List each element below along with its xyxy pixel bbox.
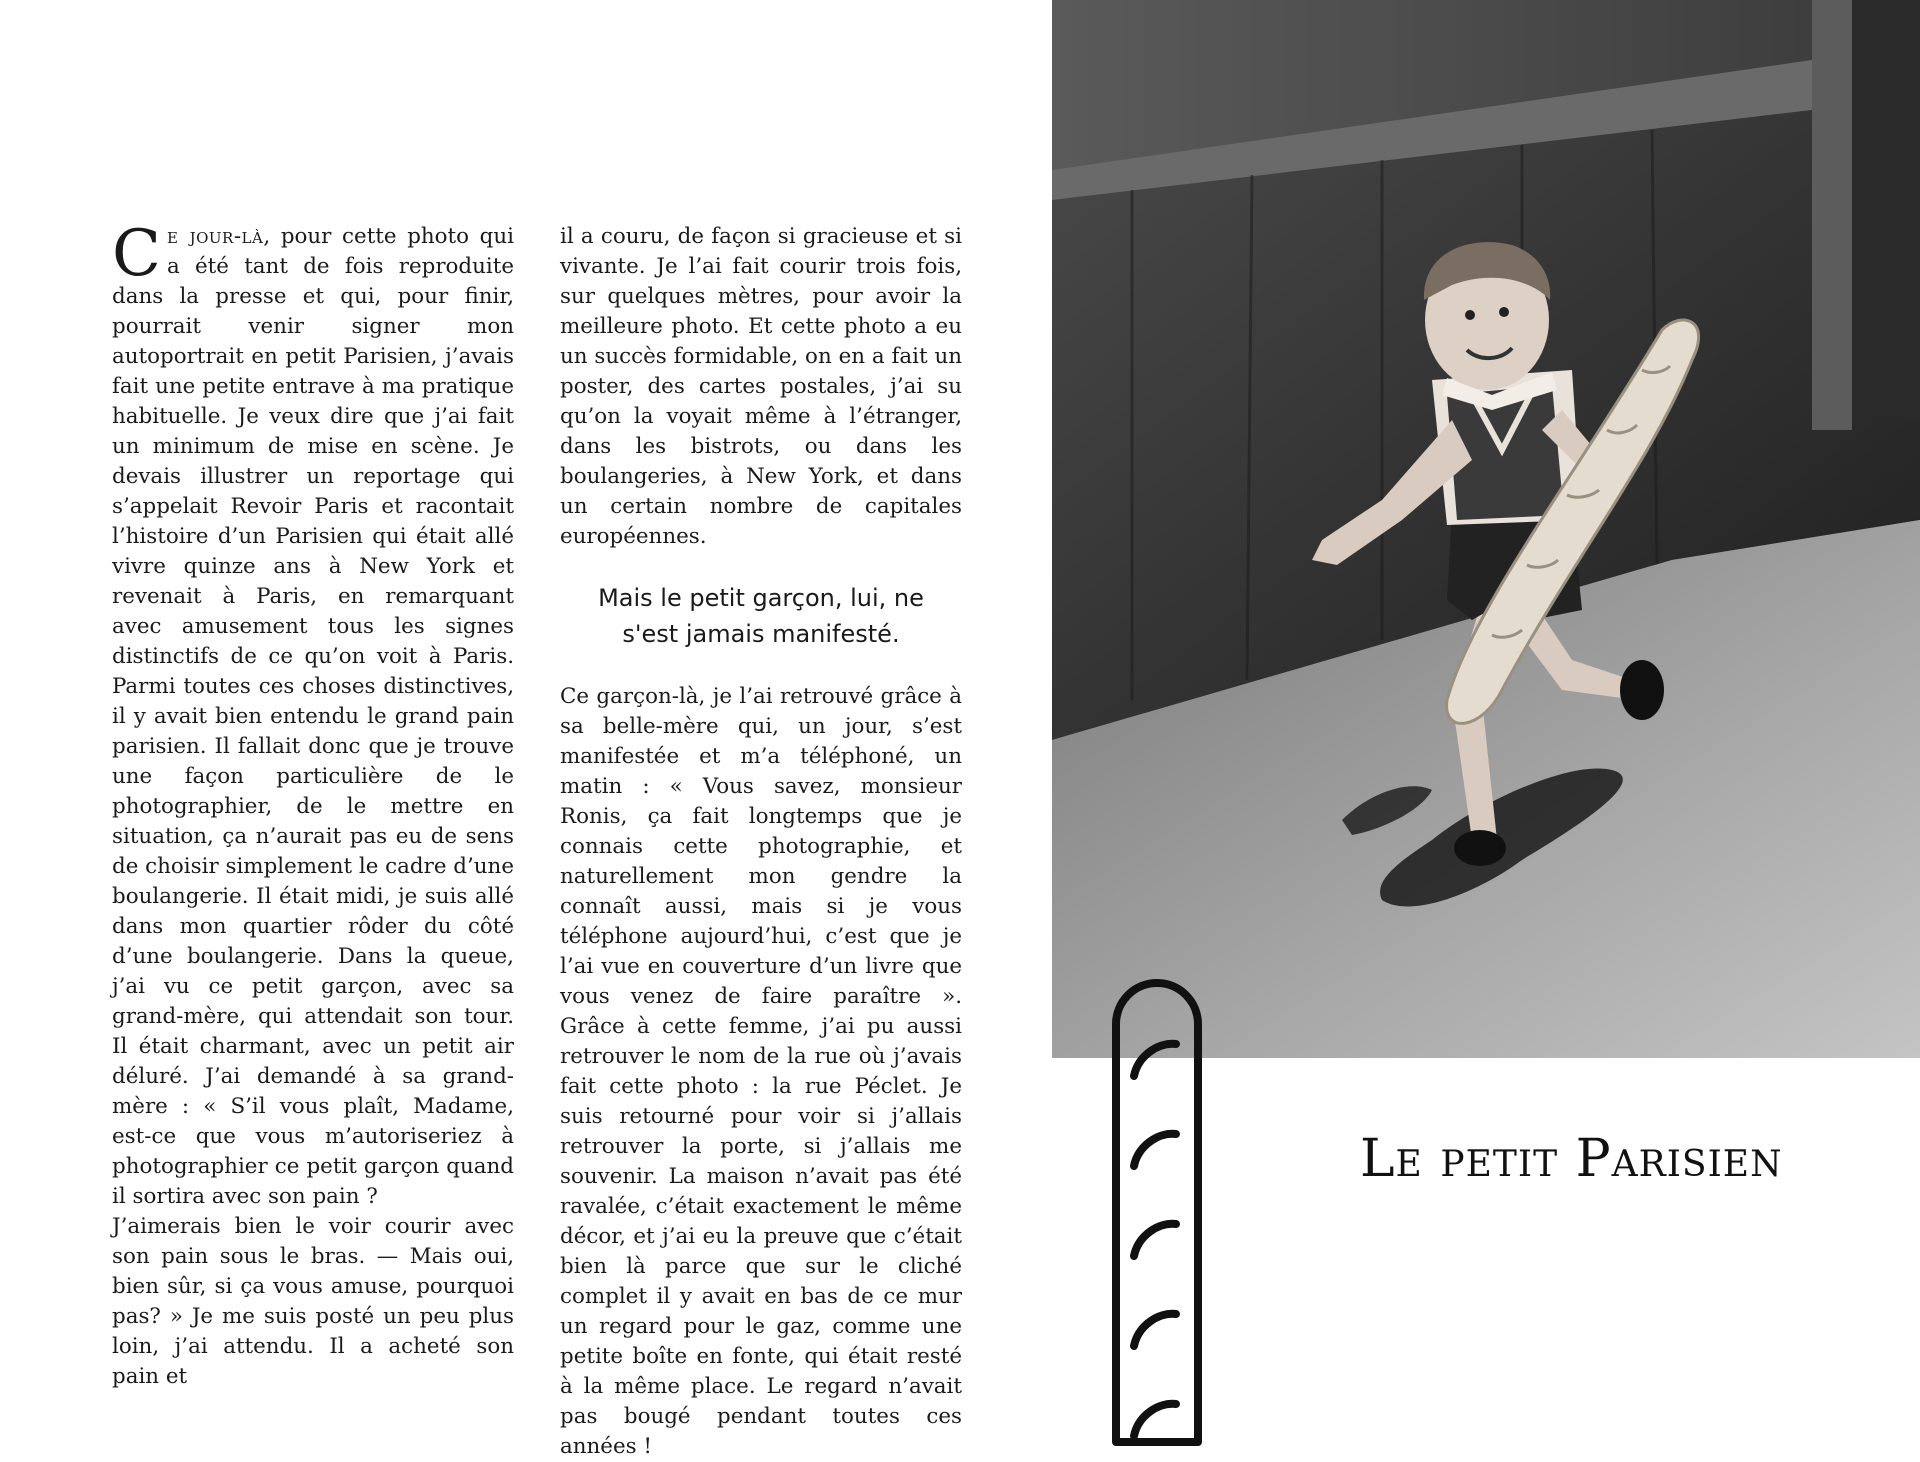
lead-in: e jour-là [166,224,264,249]
page-title: Le petit Parisien [1360,1129,1783,1189]
article-column-left [112,217,514,1392]
boy-with-baguette-photo [1052,0,1920,1058]
article-paragraph-4: Ce garçon-là, je l’ai retrouvé grâce à sa belle-mère qui, un jour, s’est manifestée et m’a téléphoné, un matin : « Vous savez, monsieur Ronis, ça fait longtemps que je connais cette photographie, et naturellement mon gendre la connaît aussi, mais si je vous téléphone aujourd’hui, c’est que je l’ai vue en couverture d’un livre que vous venez de faire paraître ». Grâce à cette femme, j’ai pu aussi retrouver le nom de la rue où j’avais fait cette photo : la rue Péclet. Je suis retourné pour voir si j’allais retrouver la porte, si j’allais me souvenir. La maison n’avait pas été ravalée, c’était exactement le même décor, et j’ai eu la preuve que c’était bien là parce que sur le cliché complet il y avait en bas de ce mur un regard pour le gaz, comme une petite boîte en fonte, qui était resté à la même place. Le regard n’avait pas bougé pendant toutes ces années ! [560,684,962,1459]
pull-quote-line-2: s'est jamais manifesté. [622,620,900,648]
article-column-right [560,222,962,1462]
pull-quote [560,580,962,652]
article-paragraph [112,217,514,1212]
article-paragraph-3: il a couru, de façon si gracieuse et si vivante. Je l’ai fait courir trois fois, sur quelques mètres, pour avoir la meilleure photo. Et cette photo a eu un succès formidable, on en a fait un poster, des cartes postales, j’ai su qu’on la voyait même à l’étranger, dans les bistrots, ou dans les boulangeries, à New York, et dans un certain nombre de capitales européennes. [560,224,962,549]
article-paragraph-2: J’aimerais bien le voir courir avec son pain sous le bras. — Mais oui, bien sûr, si ça vous amuse, pourquoi pas? » Je me suis posté un peu plus loin, j’ai attendu. Il a acheté son pain et [112,1214,514,1389]
photo-illustration [1052,0,1920,1058]
pull-quote-line-1: Mais le petit garçon, lui, ne [598,584,924,612]
baguette-icon [1108,976,1206,1446]
drop-cap: C [112,217,161,291]
column-1-text: , pour cette photo qui a été tant de fois reproduite dans la presse et qui, pour finir, pourrait venir signer mon autoportrait en petit Parisien, j’avais fait une petite entrave à ma pratique habituelle. Je veux dire que j’ai fait un minimum de mise en scène. Je devais illustrer un reportage qui s’appelait Revoir Paris et racontait l’histoire d’un Parisien qui était allé vivre quinze ans à New York et revenait à Paris, en remarquant avec amusement tous les signes distinctifs de ce qu’on voit à Paris. Parmi toutes ces choses distinctives, il y avait bien entendu le grand pain parisien. Il fallait donc que je trouve une façon particulière de le photographier, de le mettre en situation, ça n’aurait pas eu de sens de choisir simplement le cadre d’une boulangerie. Il était midi, je suis allé dans mon quartier rôder du côté d’une boulangerie. Dans la queue, j’ai vu ce petit garçon, avec sa grand-mère, qui attendait son tour. Il était charmant, avec un petit air déluré. J’ai demandé à sa grand-mère : « S’il vous plaît, Madame, est-ce que vous m’autoriseriez à photographier ce petit garçon quand il sortira avec son pain ? [112,224,514,1209]
